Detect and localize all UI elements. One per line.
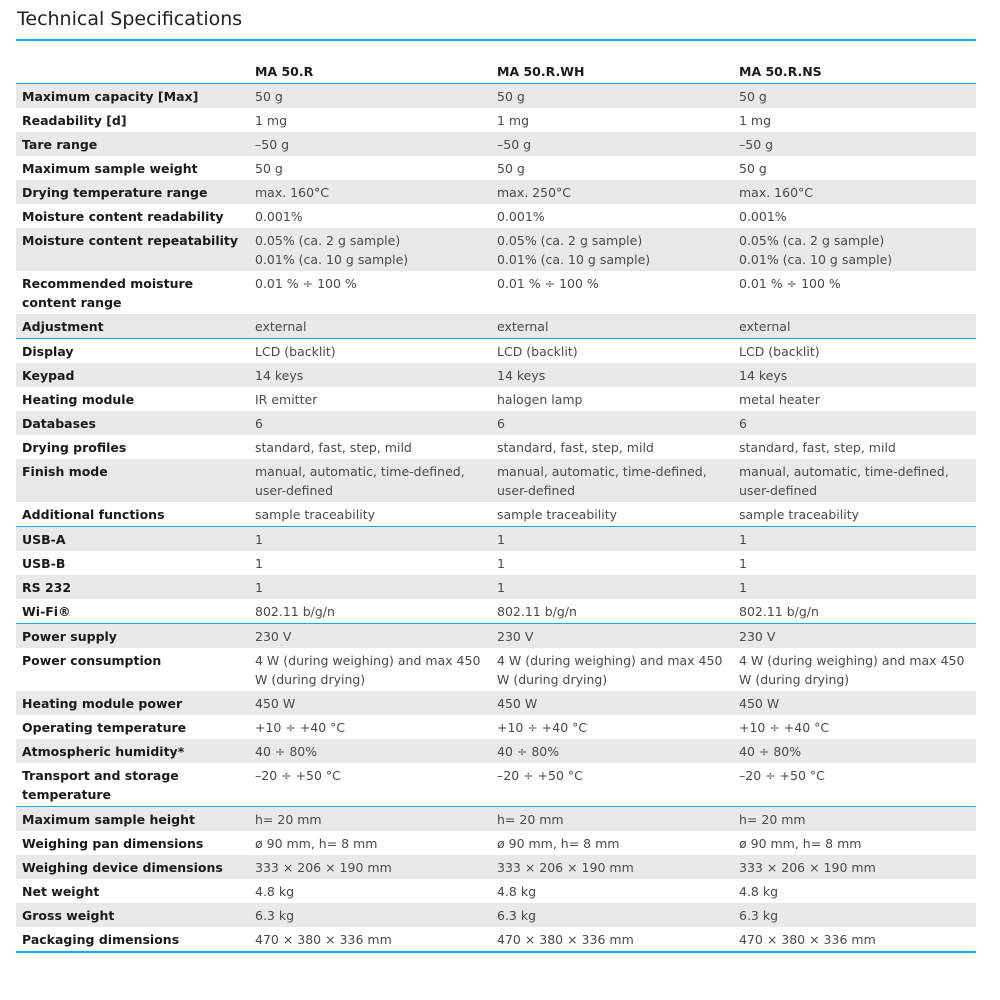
spec-value: sample traceability [733,502,976,527]
spec-label: Maximum sample weight [22,160,198,176]
spec-row [16,339,976,364]
spec-row [16,715,976,739]
spec-value: 802.11 b/g/n [491,599,733,624]
spec-label: Power supply [16,624,249,649]
spec-value: 0.05% (ca. 2 g sample) 0.01% (ca. 10 g sample) [733,228,976,271]
spec-value: –20 ÷ +50 °C [249,763,491,807]
spec-value: 50 g [491,84,733,109]
spec-value: LCD (backlit) [739,343,820,359]
spec-row [16,314,976,339]
spec-value: 6 [491,411,733,435]
spec-value: 1 [497,555,505,571]
spec-row [16,739,976,763]
spec-label: Maximum sample height [16,807,249,832]
title-rule [16,39,976,41]
spec-row [16,387,976,411]
spec-value: external [491,314,733,339]
spec-value: 470 × 380 × 336 mm [249,927,491,952]
spec-value: 1 mg [497,112,530,128]
spec-value: +10 ÷ +40 °C [255,719,346,735]
spec-row [16,271,976,314]
spec-label: Readability [d] [22,112,127,128]
spec-value: 333 × 206 × 190 mm [491,855,733,879]
spec-row [16,624,976,649]
spec-value: standard, fast, step, mild [255,439,412,455]
spec-value: ø 90 mm, h= 8 mm [497,835,620,851]
spec-value: 50 g [255,160,283,176]
spec-value: 230 V [249,624,491,649]
spec-value: 50 g [249,84,491,109]
spec-label: USB-B [22,555,66,571]
spec-value: –20 ÷ +50 °C [491,763,733,807]
spec-row [16,459,976,502]
spec-value: 4 W (during weighing) and max 450 W (during drying) [255,652,481,687]
spec-row [16,204,976,228]
spec-value: max. 160°C [249,180,491,204]
spec-label: Recommended moisture content range [22,275,194,310]
spec-label: Gross weight [16,903,249,927]
spec-value: 1 [733,575,976,599]
spec-value: LCD (backlit) [255,343,336,359]
spec-value: –50 g [733,132,976,156]
spec-value: 0.001% [497,208,545,224]
spec-label: Weighing device dimensions [16,855,249,879]
spec-value: sample traceability [491,502,733,527]
spec-label: Databases [16,411,249,435]
spec-table [16,60,976,953]
spec-label: Moisture content repeatability [16,228,249,271]
spec-value: 1 [249,575,491,599]
spec-value: 0.01 % ÷ 100 % [497,275,599,291]
header-model-ma50rns: MA 50.R.NS [733,60,976,84]
spec-value: 1 [733,527,976,552]
spec-value: 0.01 % ÷ 100 % [739,275,841,291]
spec-row [16,411,976,435]
spec-value: h= 20 mm [733,807,976,832]
spec-value: h= 20 mm [491,807,733,832]
spec-value: 50 g [497,160,525,176]
spec-value: 4.8 kg [255,883,295,899]
spec-value: 14 keys [733,363,976,387]
spec-row [16,648,976,691]
spec-value: manual, automatic, time-defined, user-defined [249,459,491,502]
spec-value: 1 [249,527,491,552]
spec-label: Moisture content readability [22,208,224,224]
spec-value: 470 × 380 × 336 mm [733,927,976,952]
spec-value: 4.8 kg [739,883,779,899]
spec-value: IR emitter [255,391,318,407]
spec-value: 40 ÷ 80% [733,739,976,763]
spec-row [16,551,976,575]
spec-label: Net weight [22,883,100,899]
spec-value: max. 250°C [491,180,733,204]
spec-value: LCD (backlit) [497,343,578,359]
spec-label: Keypad [16,363,249,387]
spec-value: h= 20 mm [249,807,491,832]
spec-label: Transport and storage temperature [16,763,249,807]
spec-value: 333 × 206 × 190 mm [249,855,491,879]
spec-value: standard, fast, step, mild [497,439,654,455]
spec-table-body [16,84,976,953]
spec-label: Additional functions [16,502,249,527]
spec-value: +10 ÷ +40 °C [497,719,588,735]
spec-row [16,599,976,624]
spec-row [16,527,976,552]
spec-row [16,363,976,387]
spec-value: 40 ÷ 80% [491,739,733,763]
spec-value: 230 V [491,624,733,649]
spec-value: 1 [491,527,733,552]
spec-label: Adjustment [16,314,249,339]
spec-label: Packaging dimensions [16,927,249,952]
spec-row [16,228,976,271]
spec-value: 6.3 kg [491,903,733,927]
spec-value: 333 × 206 × 190 mm [733,855,976,879]
spec-value: halogen lamp [497,391,583,407]
spec-value: 230 V [733,624,976,649]
spec-row [16,691,976,715]
spec-row [16,156,976,180]
spec-row [16,502,976,527]
header-blank-cell [16,60,249,84]
spec-value: 14 keys [491,363,733,387]
spec-value: 6.3 kg [733,903,976,927]
spec-value: 6 [733,411,976,435]
spec-row [16,84,976,109]
spec-label: Tare range [16,132,249,156]
spec-label: Drying temperature range [16,180,249,204]
spec-value: –20 ÷ +50 °C [733,763,976,807]
spec-row [16,132,976,156]
spec-value: sample traceability [249,502,491,527]
spec-value: 40 ÷ 80% [249,739,491,763]
spec-value: external [249,314,491,339]
spec-label: Display [22,343,74,359]
spec-value: 0.01 % ÷ 100 % [255,275,357,291]
spec-label: Drying profiles [22,439,127,455]
spec-label: RS 232 [16,575,249,599]
spec-label: Finish mode [16,459,249,502]
spec-value: 50 g [733,84,976,109]
spec-value: +10 ÷ +40 °C [739,719,830,735]
spec-value: 4 W (during weighing) and max 450 W (during drying) [739,652,965,687]
spec-value: –50 g [249,132,491,156]
spec-label: Heating module power [16,691,249,715]
spec-value: external [733,314,976,339]
spec-value: 1 [491,575,733,599]
spec-value: 1 mg [739,112,772,128]
spec-label: USB-A [16,527,249,552]
header-model-ma50r: MA 50.R [249,60,491,84]
spec-value: –50 g [491,132,733,156]
spec-value: 450 W [491,691,733,715]
spec-value: 0.001% [255,208,303,224]
spec-value: 450 W [249,691,491,715]
spec-row [16,879,976,903]
spec-value: 4.8 kg [497,883,537,899]
spec-label: Heating module [22,391,135,407]
spec-value: 802.11 b/g/n [249,599,491,624]
spec-row [16,855,976,879]
spec-value: 450 W [733,691,976,715]
spec-value: 14 keys [249,363,491,387]
spec-value: 6.3 kg [249,903,491,927]
header-model-ma50rwh: MA 50.R.WH [491,60,733,84]
spec-row [16,180,976,204]
spec-row [16,927,976,952]
spec-value: 6 [249,411,491,435]
spec-value: 1 [739,555,747,571]
spec-value: standard, fast, step, mild [739,439,896,455]
spec-value: manual, automatic, time-defined, user-defined [733,459,976,502]
spec-value: ø 90 mm, h= 8 mm [739,835,862,851]
spec-value: 50 g [739,160,767,176]
spec-row [16,903,976,927]
page-title: Technical Specifications [17,8,243,30]
spec-row [16,763,976,807]
spec-label: Atmospheric humidity* [16,739,249,763]
spec-label: Operating temperature [22,719,187,735]
spec-row [16,435,976,459]
spec-value: manual, automatic, time-defined, user-defined [491,459,733,502]
spec-value: ø 90 mm, h= 8 mm [255,835,378,851]
spec-row [16,807,976,832]
spec-value: 1 [255,555,263,571]
spec-value: 0.001% [739,208,787,224]
spec-label: Maximum capacity [Max] [16,84,249,109]
spec-row [16,831,976,855]
spec-value: 0.05% (ca. 2 g sample) 0.01% (ca. 10 g sample) [491,228,733,271]
spec-value: 0.05% (ca. 2 g sample) 0.01% (ca. 10 g sample) [249,228,491,271]
spec-value: 1 mg [255,112,288,128]
spec-value: max. 160°C [733,180,976,204]
spec-value: 802.11 b/g/n [733,599,976,624]
spec-label: Power consumption [22,652,162,668]
header-row [16,60,976,84]
spec-row [16,108,976,132]
spec-value: 470 × 380 × 336 mm [491,927,733,952]
spec-row [16,575,976,599]
spec-label: Weighing pan dimensions [22,835,204,851]
spec-value: 4 W (during weighing) and max 450 W (during drying) [497,652,723,687]
spec-value: metal heater [739,391,820,407]
spec-label: Wi-Fi® [16,599,249,624]
